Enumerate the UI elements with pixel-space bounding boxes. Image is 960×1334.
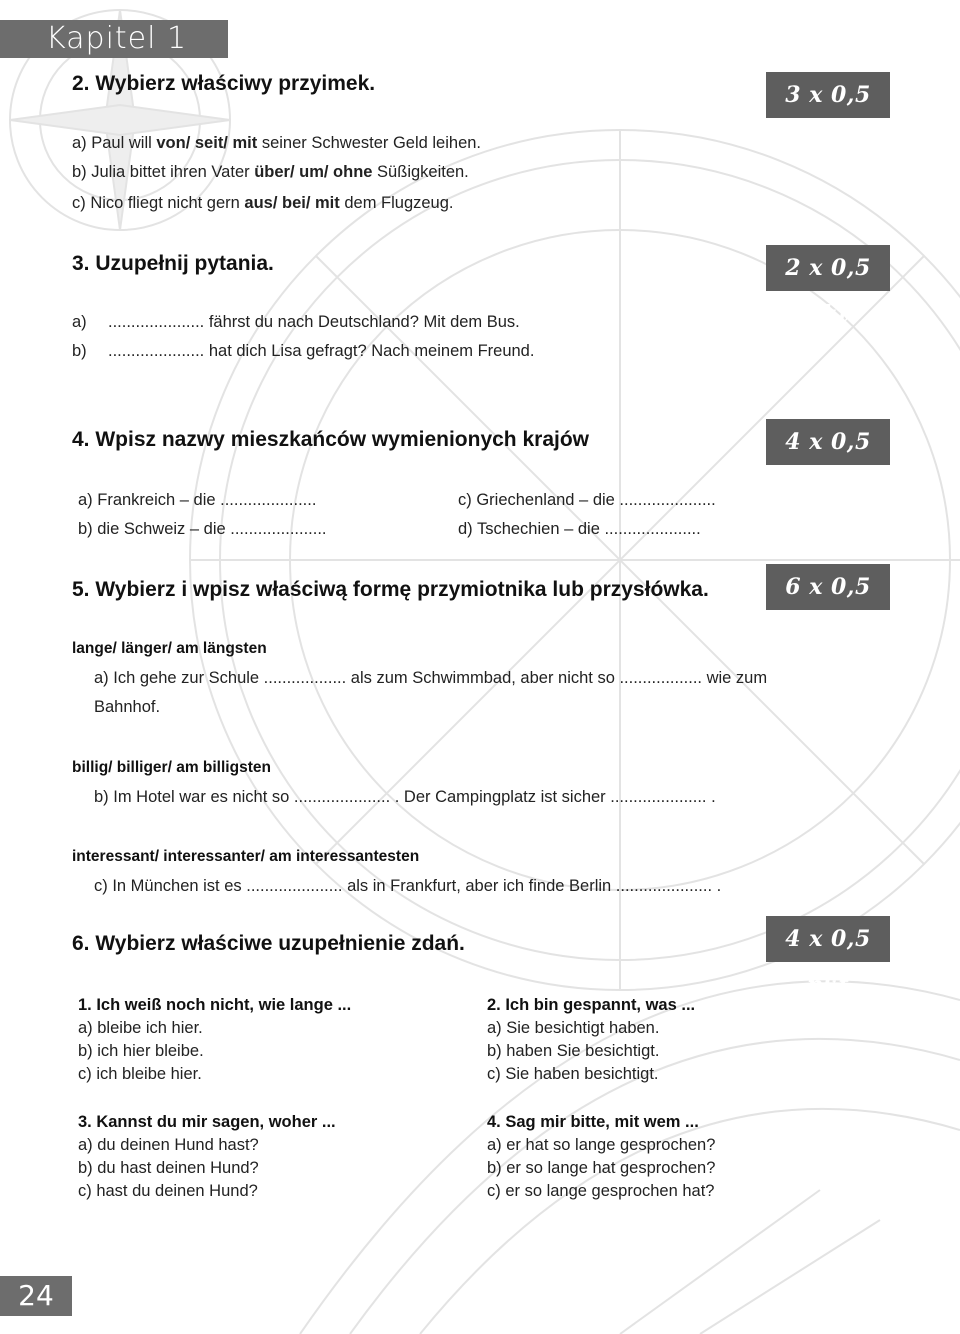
question-2-option-a[interactable]: a) Sie besichtigt haben.	[487, 1019, 660, 1037]
preposition-options[interactable]: über/ um/ ohne	[254, 163, 373, 181]
exercise-3-item-b: b) ..................... hat dich Lisa gefragt? Nach meinem Freund.	[72, 342, 535, 360]
question-2-stem: 2. Ich bin gespannt, was ...	[487, 996, 696, 1014]
question-1-stem: 1. Ich weiß noch nicht, wie lange ...	[78, 996, 352, 1014]
exercise-4-points-badge: 4 x 0,5 pkt	[766, 419, 890, 465]
question-1	[78, 996, 351, 1084]
exercise-6-heading: 6. Wybierz właściwe uzupełnienie zdań.	[72, 932, 465, 955]
exercise-3-item-a: a) ..................... fährst du nach Deutschland? Mit dem Bus.	[72, 313, 520, 331]
question-1-option-b[interactable]: b) ich hier bleibe.	[78, 1042, 204, 1060]
exercise-3-points-badge: 2 x 0,5 pkt	[766, 245, 890, 291]
question-3	[78, 1113, 336, 1201]
exercise-4-item-c[interactable]: c) Griechenland – die .....................	[458, 491, 716, 509]
fill-in-blank[interactable]: ..................... hat dich Lisa gefragt? Nach meinem Freund.	[108, 342, 535, 360]
question-2-option-c[interactable]: c) Sie haben besichtigt.	[487, 1065, 659, 1083]
word-options-group-c: interessant/ interessanter/ am interessantesten	[72, 848, 420, 865]
question-4	[487, 1113, 715, 1201]
question-3-option-c[interactable]: c) hast du deinen Hund?	[78, 1182, 258, 1200]
word-options-group-a: lange/ länger/ am längsten	[72, 640, 267, 657]
question-3-option-b[interactable]: b) du hast deinen Hund?	[78, 1159, 259, 1177]
chapter-tab: Kapitel 1	[0, 20, 228, 58]
exercise-2-points-badge: 3 x 0,5 pkt	[766, 72, 890, 118]
exercise-2-heading: 2. Wybierz właściwy przyimek.	[72, 72, 376, 95]
question-3-stem: 3. Kannst du mir sagen, woher ...	[78, 1113, 336, 1131]
exercise-4-item-a[interactable]: a) Frankreich – die .....................	[78, 491, 317, 509]
exercise-2-item-a: a) Paul will von/ seit/ mit seiner Schwester Geld leihen.	[72, 134, 482, 152]
exercise-5-item-a-line2: Bahnhof.	[94, 698, 161, 716]
question-4-stem: 4. Sag mir bitte, mit wem ...	[487, 1113, 699, 1131]
fill-in-blank[interactable]: ..................... fährst du nach Deutschland? Mit dem Bus.	[108, 313, 520, 331]
question-4-option-c[interactable]: c) er so lange gesprochen hat?	[487, 1182, 715, 1200]
word-options-group-b: billig/ billiger/ am billigsten	[72, 759, 271, 776]
exercise-5-item-c[interactable]: c) In München ist es ..................... als in Frankfurt, aber ich finde Berlin ..................... .	[94, 877, 722, 895]
exercise-4-item-d[interactable]: d) Tschechien – die .....................	[458, 520, 701, 538]
exercise-5-item-b[interactable]: b) Im Hotel war es nicht so ..................... . Der Campingplatz ist sicher ..................... .	[94, 788, 716, 806]
page-number: 24	[0, 1276, 72, 1316]
exercise-5-item-a-line1[interactable]: a) Ich gehe zur Schule .................. als zum Schwimmbad, aber nicht so .................. wie zum	[94, 669, 768, 687]
exercise-4-item-b[interactable]: b) die Schweiz – die .....................	[78, 520, 327, 538]
question-4-option-b[interactable]: b) er so lange hat gesprochen?	[487, 1159, 716, 1177]
exercise-3-heading: 3. Uzupełnij pytania.	[72, 252, 274, 275]
question-1-option-a[interactable]: a) bleibe ich hier.	[78, 1019, 203, 1037]
exercise-2-item-c: c) Nico fliegt nicht gern aus/ bei/ mit dem Flugzeug.	[72, 194, 454, 212]
preposition-options[interactable]: von/ seit/ mit	[156, 134, 258, 152]
exercise-2-item-b: b) Julia bittet ihren Vater über/ um/ ohne Süßigkeiten.	[72, 163, 469, 181]
exercise-5-points-badge: 6 x 0,5 pkt	[766, 564, 890, 610]
question-3-option-a[interactable]: a) du deinen Hund hast?	[78, 1136, 259, 1154]
exercise-6-points-badge: 4 x 0,5 pkt	[766, 916, 890, 962]
question-2	[487, 996, 695, 1084]
question-2-option-b[interactable]: b) haben Sie besichtigt.	[487, 1042, 660, 1060]
exercise-5-heading: 5. Wybierz i wpisz właściwą formę przymiotnika lub przysłówka.	[72, 578, 709, 601]
preposition-options[interactable]: aus/ bei/ mit	[244, 194, 340, 212]
question-4-option-a[interactable]: a) er hat so lange gesprochen?	[487, 1136, 716, 1154]
exercise-4-heading: 4. Wpisz nazwy mieszkańców wymienionych krajów	[72, 428, 589, 451]
question-1-option-c[interactable]: c) ich bleibe hier.	[78, 1065, 202, 1083]
